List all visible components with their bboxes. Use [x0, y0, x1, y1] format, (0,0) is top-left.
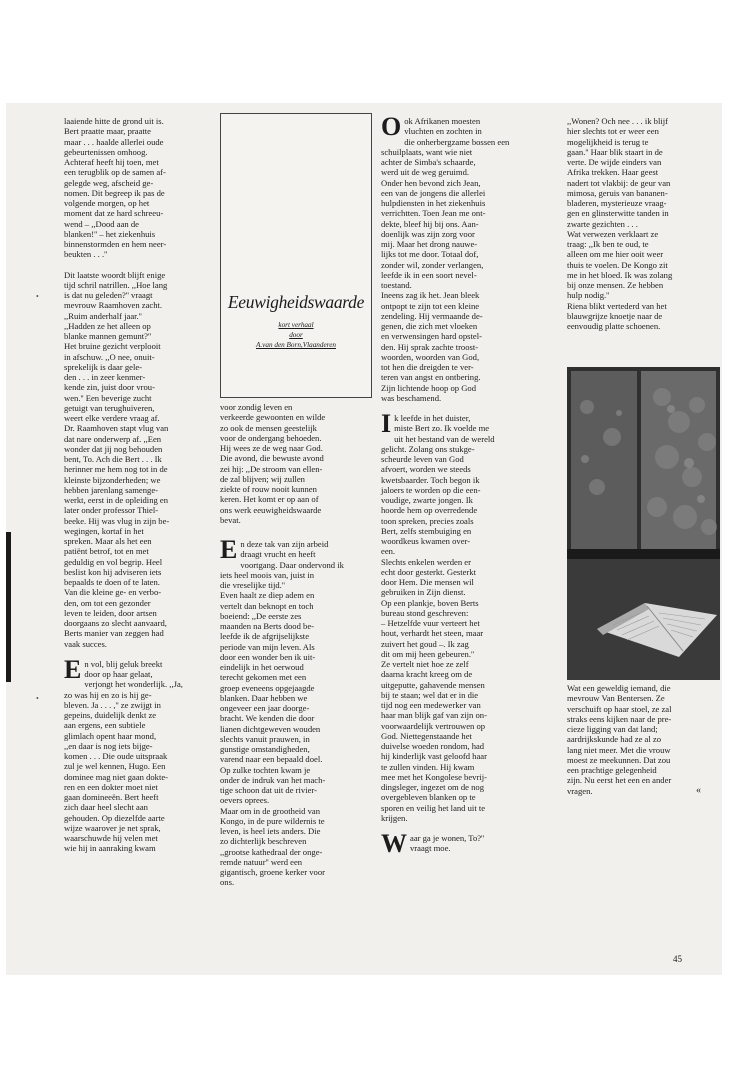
story-title: Eeuwigheidswaarde	[227, 292, 365, 312]
drop-cap: E	[220, 535, 238, 564]
story-by: door	[289, 331, 303, 339]
paragraph: Dit laatste woordt blijft enige tijd schril natrillen. ,,Hoe lang is dat nu geleden?'' vraagt mevrouw Raamhoven zacht. ,,Ruim anderhalf jaar.'' ,,Hadden ze het alleen op blanke mannen gemunt?'' Het bruine gezicht verplooit in afschuw. ,,O nee, onuit- sprekelijk is daar gele- den . . . in zeer kenmer- kende zin, juist door vrou- wen.'' Een beverige zucht getuigt van terughuiveren, weert elke verdere vraag af. Dr. Raamhoven stapt vlug van dat nare onderwerp af. ,,Een wonder dat jij nog behouden bent, To. Ach die Bert . . . Ik herinner me hem nog tot in de kleinste bijzonderheden; we hebben jarenlang samenge- werkt, eerst in de opleiding en later onder professor Thiel- beeke. Hij was vlug in zijn be- wegingen, kortaf in het spreken. Maar als het een patiënt betrof, tot en met geduldig en vol begrip. Heel beslist kon hij adviseren iets bepaalds te doen of te laten. Van die kleine ge- en verbo- den, om tot een gezonder leven te leiden, door artsen doorgaans zo slecht aanvaard, Berts manier van zeggen had vaak succes.	[64, 269, 170, 649]
bible-on-table-photo	[567, 367, 720, 680]
paragraph: ,,Wonen? Och nee . . . ik blijf hier slechts tot er weer een mogelijkheid is terug te gaan.'' Haar blik staart in de verte. De wijde einders van Afrika trekken. Haar geest nadert tot vlakbij: de geur van mimosa, geruis van bananen- bladeren, mysterieuze vraag- gen en glinsterwitte tanden in zwarte gezichten . . . Wat verwezen verklaart ze traag: ,,Ik ben te oud, te alleen om me hier ooit weer thuis te voelen. De Kongo zit me in het bloed. Ik was zolang bij onze mensen. Ze hebben hulp nodig.'' Riena blikt vertederd van het blauwgrijze knoetje naar de eenvoudig platte schoenen.	[567, 116, 673, 331]
paragraph: Waar ga je wonen, To?'' vraagt moe.	[381, 829, 485, 858]
paragraph: Ik leefde in het duister, miste Bert zo. Ik voelde me uit het bestand van de wereld gelicht. Zolang ons stukge- scheurde leven van God afvoert, worden we steeds kwetsbaarder. Toch begon ik jaloers te worden op die een- voudige, zwarte jongen. Ik hoorde hem op overredende toon spreken, precies zoals Bert, zelfs stembuiging en woordkeus kwamen over- een. Slechts enkelen werden er echt door gesterkt. Gesterkt door Hem. Die mensen wil gebruiken in Zijn dienst. Op een plankje, boven Berts bureau stond geschreven: – Hetzelfde vuur verteert het hout, verhardt het steen, maar zuivert het goud –. Ik zag dit om mij heen gebeuren.'' Ze vertelt niet hoe ze zelf daarna kracht kreeg om de uitgeputte, gahavende mensen bij te staan; wel dat er in die tijd nog een medewerker van haar man blijk gaf van zijn on- voorwaardelijk vertrouwen op God. Niettegenstaande het duivelse woeden rondom, had hij kinderlijk vast geloofd haar te zullen vinden. Hij kwam mee met het Kongolese bevrij- dingsleger, ingezet om de nog overgebleven blanken op te sporen en veilig het land uit te krijgen.	[381, 409, 495, 823]
paragraph: Ook Afrikanen moesten vluchten en zochten in die onherbergzame bossen een schuilplaats, want wie niet achter de Simba's schaarde, werd uit de weg geruimd. Onder hen bevond zich Jean, een van de jongens die allerlei hulpdiensten in het ziekenhuis verrichtten. Toen Jean me ont- dekte, bleef hij bij ons. Aan- doenlijk was zijn zorg voor mij. Maar het drong nauwe- lijks tot me door. Totaal dof, zonder wil, zonder verlangen, leefde ik in een soort nevel- toestand. Ineens zag ik het. Jean bleek ontpopt te zijn tot een kleine zendeling. Hij vermaande de- genen, die zich met vloeken en verwensingen hard opstel- den. Hij sprak zachte troost- woorden, woorden van God, tot hen die dreigden te ver- teren van angst en ontbering. Zijn lichtende hoop op God was beschamend.	[381, 112, 510, 403]
end-mark: «	[696, 784, 701, 796]
drop-cap: E	[64, 654, 82, 684]
text-column-1	[64, 116, 208, 854]
text-column-3	[381, 112, 531, 858]
paragraph: En deze tak van zijn arbeid draagt vrucht en heeft voortgang. Daar ondervond ik iets heel moois van, juist in die vreselijke tijd.'' Even haalt ze diep adem en vertelt dan beknopt en toch boeiend: ,,De eerste zes maanden na Berts dood be- leefde ik de afgrijselijkste periode van mijn leven. Als door een wonder ben ik uit- eindelijk in het oerwoud terecht gekomen met een groep eveneens opgejaagde blanken. Daar hebben we ongeveer een jaar doorge- bracht. We kenden die door lianen dichtgeweven wouden slechts vanuit prauwen, in gunstige omstandigheden, varend naar een bepaald doel. Op zulke tochten kwam je onder de indruk van het mach- tige schoon dat uit de rivier- oevers oprees. Maar om in de grootheid van Kongo, in de pure wildernis te leven, is heel iets anders. Die zo dichterlijk beschreven ,,grootse kathedraal der onge- remde natuur'' werd een gigantisch, groene kerker voor ons.	[220, 535, 344, 888]
story-title-box	[220, 113, 372, 398]
page-number: 45	[673, 954, 682, 964]
text-column-4-bottom	[567, 683, 717, 796]
paragraph: En vol, blij geluk breekt door op haar gelaat, verjongt het wonderlijk. ,,Ja, zo was hij en zo is hij ge- bleven. Ja . . . ,'' ze zwijgt in gepeins, duidelijk denkt ze aan ergens, een subtiele glimlach opent haar mond, ,,en daar is nog iets bijge- komen . . . Die oude uitspraak zul je wel kennen, Hugo. Een dominee mag niet gaan dokte- ren en een dokter moet niet gaan domineeën. Bert heeft zich daar heel slecht aan gehouden. Op diezelfde aarte wijze waarover je net sprak, waarschuwde hij velen met wie hij in aanraking kwam	[64, 654, 183, 854]
story-author: A.van den Born,Vlaanderen	[256, 341, 336, 349]
drop-cap: O	[381, 112, 402, 141]
paragraph: Wat een geweldig iemand, die mevrouw Van Bentersen. Ze verschuift op haar stoel, ze zal straks eens kijken naar de pre- cieze ligging van dat land; aardrijkskunde had ze al zo lang niet meer. Met die vrouw moest ze meekunnen. Dat zou een prachtige gelegenheid zijn. Nu eerst het een en ander vragen. «	[567, 683, 701, 796]
story-genre: kort verhaal	[278, 321, 314, 329]
drop-cap: W	[381, 829, 407, 858]
margin-dot: •	[36, 292, 39, 301]
paragraph: voor zondig leven en verkeerde gewoonten en wilde zo ook de mensen geestelijk voor de ondergang behoeden. Hij wees ze de weg naar God. Die avond, die bewuste avond zei hij: ,,De stroom van ellen- de zal blijven; wij zullen ziekte of rouw nooit kunnen keren. Het komt er op aan of ons werk eeuwigheidswaarde bevat.	[220, 402, 326, 525]
paragraph: laaiende hitte de grond uit is. Bert praatte maar, praatte maar . . . haalde allerlei oude gebeurtenissen omhoog. Achteraf heeft hij toen, met een terugblik op de samen af- gelegde weg, afscheid ge- nomen. Dit begreep ik pas de volgende morgen, op het moment dat ze hard schreeu- wend – ,,Dood aan de blanken!'' – het ziekenhuis binnenstormden en hem neer- beukten . . .''	[64, 116, 167, 260]
margin-bar	[6, 532, 11, 682]
story-byline	[221, 320, 371, 350]
drop-cap: I	[381, 409, 392, 438]
text-column-4	[567, 116, 717, 331]
margin-dot: •	[36, 694, 39, 703]
text-column-2	[220, 402, 370, 888]
